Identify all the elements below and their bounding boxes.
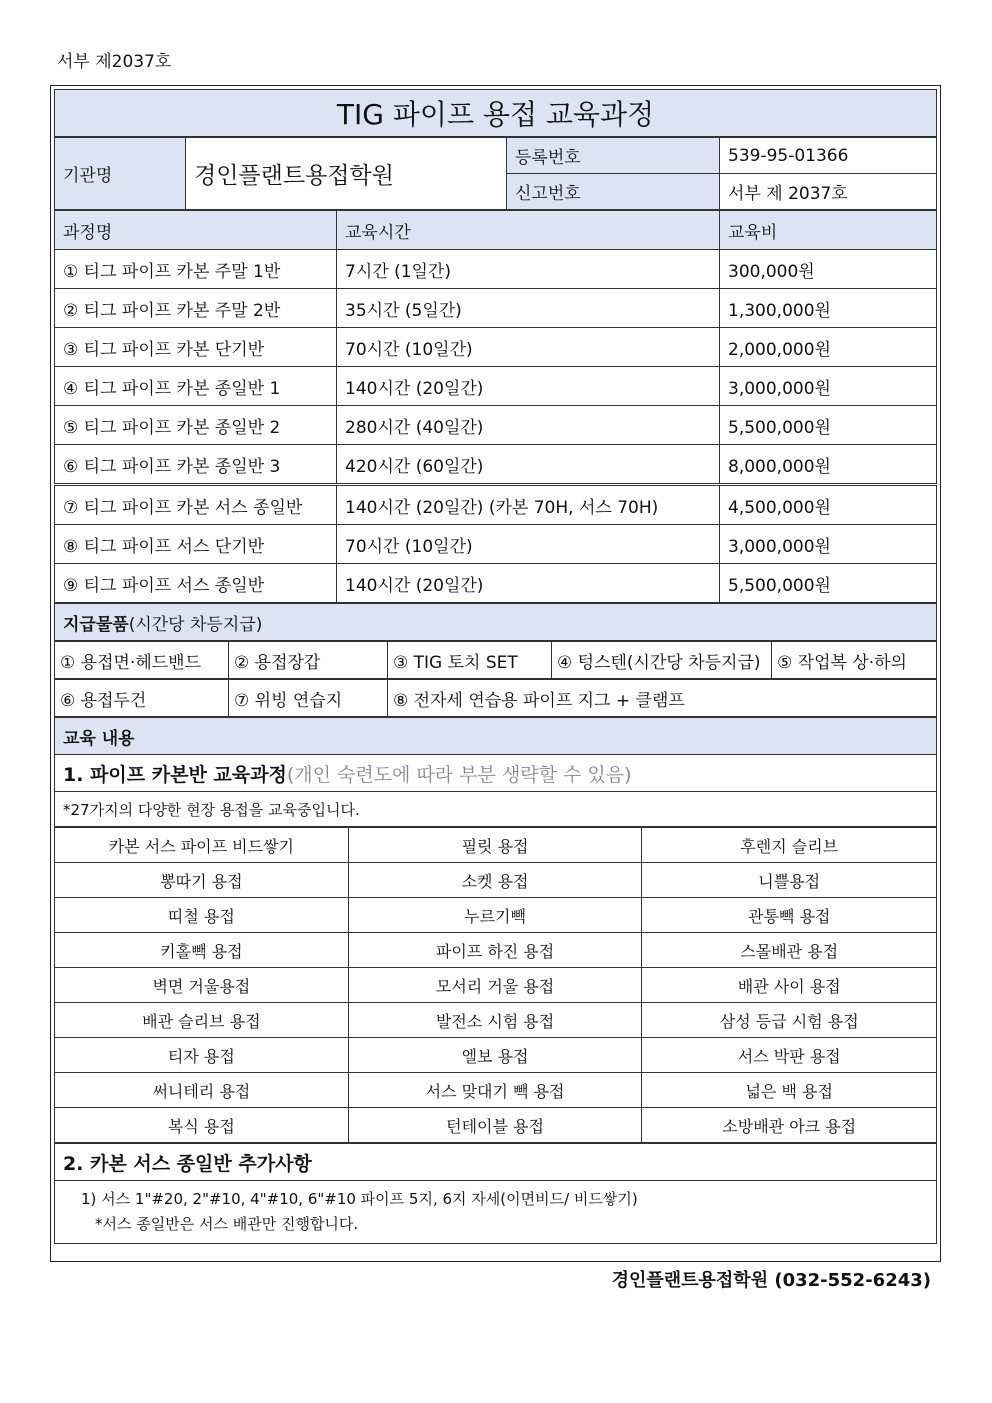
course-time: 7시간 (1일간) (337, 250, 720, 289)
registration-number: 539-95-01366 (720, 138, 937, 174)
education-item: 파이프 하진 용접 (348, 933, 642, 968)
supplies-header-table (54, 603, 937, 641)
education-grid-row (55, 863, 937, 898)
supply-item: ⑧ 전자세 연습용 파이프 지그 + 클램프 (388, 680, 937, 717)
course-fee: 8,000,000원 (720, 445, 937, 485)
institution-table (54, 137, 937, 210)
report-label: 신고번호 (507, 174, 720, 210)
education-item: 소켓 용접 (348, 863, 642, 898)
course-fee-header: 교육비 (720, 211, 937, 250)
course-time: 140시간 (20일간) (카본 70H, 서스 70H) (337, 485, 720, 525)
education-item: 관통빽 용접 (642, 898, 937, 933)
course-time: 70시간 (10일간) (337, 328, 720, 367)
section2-title: 2. 카본 서스 종일반 추가사항 (55, 1144, 937, 1181)
institution-name-label: 기관명 (55, 138, 186, 210)
section2-body (55, 1181, 937, 1244)
course-name: ⑧ 티그 파이프 서스 단기반 (55, 525, 337, 564)
course-name: ④ 티그 파이프 카본 종일반 1 (55, 367, 337, 406)
education-item: 니쁠용접 (642, 863, 937, 898)
education-item: 벽면 거울용접 (55, 968, 349, 1003)
supply-item: ③ TIG 토치 SET (388, 642, 552, 679)
document-frame (50, 85, 941, 1262)
supplies-label (55, 604, 937, 641)
education-item: 스몰배관 용접 (642, 933, 937, 968)
course-row (55, 445, 937, 485)
education-grid-row (55, 1038, 937, 1073)
course-fee: 1,300,000원 (720, 289, 937, 328)
supply-item: ⑥ 용접두건 (55, 680, 229, 717)
footer-contact: 경인플랜트용접학원 (032-552-6243) (611, 1270, 931, 1291)
course-time: 280시간 (40일간) (337, 406, 720, 445)
education-item: 카본 서스 파이프 비드쌓기 (55, 828, 349, 863)
course-row (55, 564, 937, 603)
education-item: 후렌지 슬리브 (642, 828, 937, 863)
education-item: 배관 슬리브 용접 (55, 1003, 349, 1038)
section2-line2: *서스 종일반은 서스 배관만 진행합니다. (95, 1215, 359, 1233)
education-item: 배관 사이 용접 (642, 968, 937, 1003)
education-table (54, 717, 937, 827)
section2-line1: 1) 서스 1"#20, 2"#10, 4"#10, 6"#10 파이프 5지, 6지 자세(이면비드/ 비드쌓기) (81, 1190, 638, 1208)
course-fee: 3,000,000원 (720, 367, 937, 406)
education-grid-row (55, 1073, 937, 1108)
supplies-label-sub: (시간당 차등지급) (128, 614, 263, 635)
education-grid-row (55, 933, 937, 968)
supplies-row1 (54, 641, 937, 679)
education-item: 띠철 용접 (55, 898, 349, 933)
supply-item: ④ 텅스텐(시간당 차등지급) (552, 642, 772, 679)
course-fee: 4,500,000원 (720, 485, 937, 525)
education-item: 소방배관 아크 용접 (642, 1108, 937, 1143)
course-row (55, 525, 937, 564)
education-item: 누르기빽 (348, 898, 642, 933)
education-grid-row (55, 898, 937, 933)
institution-name: 경인플랜트용접학원 (186, 138, 507, 210)
report-number: 서부 제 2037호 (720, 174, 937, 210)
education-item: 넓은 백 용접 (642, 1073, 937, 1108)
registration-label: 등록번호 (507, 138, 720, 174)
education-item: 발전소 시험 용접 (348, 1003, 642, 1038)
course-row (55, 289, 937, 328)
education-item: 티자 용접 (55, 1038, 349, 1073)
course-time-header: 교육시간 (337, 211, 720, 250)
course-fee: 2,000,000원 (720, 328, 937, 367)
course-row (55, 250, 937, 289)
course-row (55, 485, 937, 525)
course-name-header: 과정명 (55, 211, 337, 250)
course-fee: 3,000,000원 (720, 525, 937, 564)
education-item: 필릿 용접 (348, 828, 642, 863)
education-grid-row (55, 1108, 937, 1143)
course-fee: 5,500,000원 (720, 406, 937, 445)
section1-title (55, 755, 937, 792)
course-name: ⑨ 티그 파이프 서스 종일반 (55, 564, 337, 603)
title-table (54, 89, 937, 137)
section1-subtitle: (개인 숙련도에 따라 부분 생략할 수 있음) (286, 763, 632, 786)
course-name: ② 티그 파이프 카본 주말 2반 (55, 289, 337, 328)
education-item: 키홀빽 용접 (55, 933, 349, 968)
course-name: ① 티그 파이프 카본 주말 1반 (55, 250, 337, 289)
course-fee: 300,000원 (720, 250, 937, 289)
supplies-label-bold: 지급물품 (63, 614, 129, 635)
education-grid-row (55, 1003, 937, 1038)
course-name: ③ 티그 파이프 카본 단기반 (55, 328, 337, 367)
supply-item: ② 용접장갑 (229, 642, 388, 679)
education-grid (54, 827, 937, 1143)
education-grid-row (55, 828, 937, 863)
education-item: 삼성 등급 시험 용접 (642, 1003, 937, 1038)
education-label: 교육 내용 (55, 718, 937, 755)
supply-item: ① 용접면·헤드밴드 (55, 642, 229, 679)
course-name: ⑥ 티그 파이프 카본 종일반 3 (55, 445, 337, 485)
section2-table (54, 1143, 937, 1244)
education-item: 복식 용접 (55, 1108, 349, 1143)
course-name: ⑦ 티그 파이프 카본 서스 종일반 (55, 485, 337, 525)
supply-item: ⑤ 작업복 상·하의 (772, 642, 937, 679)
course-time: 70시간 (10일간) (337, 525, 720, 564)
education-grid-row (55, 968, 937, 1003)
section1-title-text: 1. 파이프 카본반 교육과정 (63, 763, 287, 786)
education-item: 뽕따기 용접 (55, 863, 349, 898)
course-name: ⑤ 티그 파이프 카본 종일반 2 (55, 406, 337, 445)
course-row (55, 406, 937, 445)
course-time: 140시간 (20일간) (337, 367, 720, 406)
supply-item: ⑦ 위빙 연습지 (229, 680, 388, 717)
education-item: 서스 박판 용접 (642, 1038, 937, 1073)
page-title: TIG 파이프 용접 교육과정 (55, 90, 937, 137)
education-item: 엘보 용접 (348, 1038, 642, 1073)
education-item: 턴테이블 용접 (348, 1108, 642, 1143)
education-item: 모서리 거울 용접 (348, 968, 642, 1003)
education-item: 써니테리 용접 (55, 1073, 349, 1108)
education-note: *27가지의 다양한 현장 용접을 교육중입니다. (55, 792, 937, 827)
document-number: 서부 제2037호 (57, 52, 172, 72)
course-row (55, 367, 937, 406)
course-table (54, 210, 937, 603)
course-time: 420시간 (60일간) (337, 445, 720, 485)
course-fee: 5,500,000원 (720, 564, 937, 603)
course-time: 35시간 (5일간) (337, 289, 720, 328)
education-item: 서스 맞대기 빽 용접 (348, 1073, 642, 1108)
course-time: 140시간 (20일간) (337, 564, 720, 603)
course-row (55, 328, 937, 367)
supplies-row2 (54, 679, 937, 717)
